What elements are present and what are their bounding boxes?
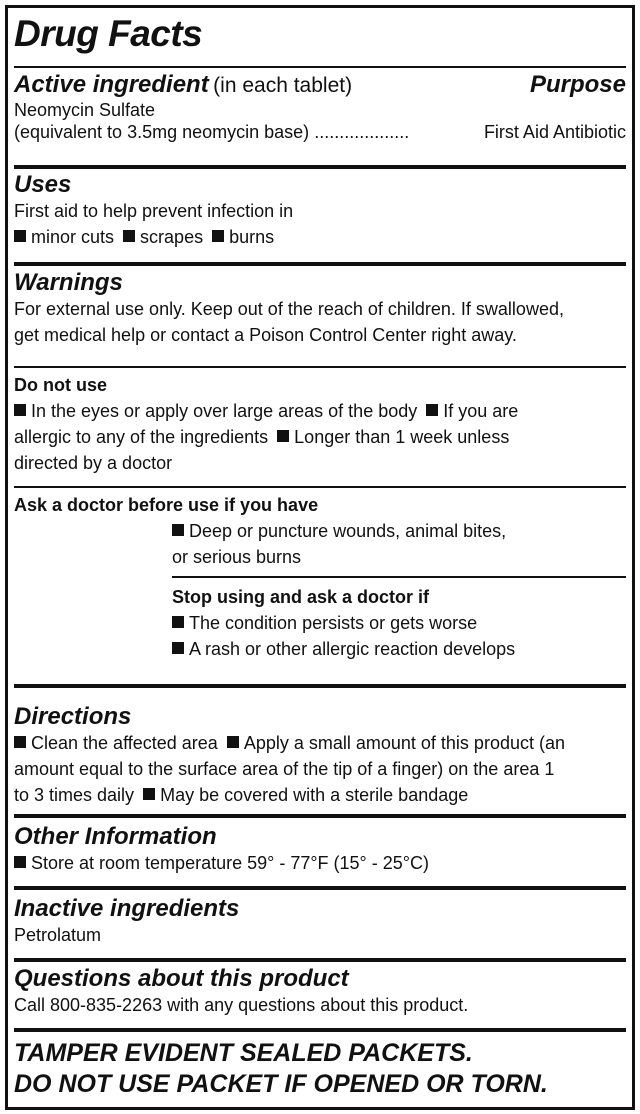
rule-before-ask-doctor — [14, 486, 626, 488]
uses-section — [14, 172, 626, 250]
inactive-ingredients-text: Petrolatum — [14, 925, 102, 945]
ingredient-detail: (equivalent to 3.5mg neomycin base) — [14, 122, 310, 142]
title-rule — [14, 66, 626, 68]
uses-item: scrapes — [140, 227, 204, 247]
active-ingredient-heading: Active ingredient — [14, 71, 209, 98]
bullet-icon — [14, 404, 26, 416]
rule-after-inactive — [14, 958, 626, 962]
bullet-icon — [14, 736, 26, 748]
stop-using-section — [14, 584, 626, 662]
bullet-icon — [212, 230, 224, 242]
rule-before-stop-using — [172, 576, 626, 578]
other-information-heading: Other Information — [14, 823, 217, 850]
other-information-item: Store at room temperature 59° - 77°F (15° - 25°C) — [31, 853, 429, 873]
questions-heading: Questions about this product — [14, 965, 349, 992]
bullet-icon — [277, 430, 289, 442]
ask-doctor-section — [14, 492, 626, 570]
purpose-heading: Purpose — [529, 71, 626, 98]
inactive-ingredients-section — [14, 896, 626, 948]
directions-item: Clean the affected area — [31, 733, 218, 753]
do-not-use-item: Longer than 1 week unless — [294, 427, 510, 447]
stop-using-heading: Stop using and ask a doctor if — [172, 587, 430, 607]
questions-text: Call 800-835-2263 with any questions about this product. — [14, 995, 469, 1015]
ask-doctor-item: Deep or puncture wounds, animal bites, — [189, 521, 507, 541]
bullet-icon — [172, 524, 184, 536]
directions-item: May be covered with a sterile bandage — [160, 785, 469, 805]
uses-item: minor cuts — [31, 227, 115, 247]
warnings-line-1: For external use only. Keep out of the reach of children. If swallowed, — [14, 299, 564, 319]
uses-intro: First aid to help prevent infection in — [14, 201, 294, 221]
ingredient-leader: ................... — [314, 122, 410, 142]
tamper-warning — [14, 1038, 626, 1100]
questions-section — [14, 966, 626, 1018]
do-not-use-item: If you are — [443, 401, 519, 421]
do-not-use-item: directed by a doctor — [14, 453, 173, 473]
ingredient-purpose: First Aid Antibiotic — [483, 122, 626, 142]
ingredient-name: Neomycin Sulfate — [14, 100, 156, 120]
warnings-line-2: get medical help or contact a Poison Control Center right away. — [14, 325, 517, 345]
ask-doctor-item: or serious burns — [172, 547, 302, 567]
directions-section — [14, 704, 626, 808]
drug-facts-panel — [5, 5, 635, 1110]
do-not-use-item: In the eyes or apply over large areas of the body — [31, 401, 418, 421]
bullet-icon — [123, 230, 135, 242]
stop-using-item: The condition persists or gets worse — [189, 613, 478, 633]
rule-before-footer — [14, 1028, 626, 1032]
uses-heading: Uses — [14, 171, 72, 198]
bullet-icon — [14, 856, 26, 868]
rule-after-directions — [14, 814, 626, 818]
do-not-use-heading: Do not use — [14, 375, 107, 395]
bullet-icon — [172, 616, 184, 628]
tamper-warning-line-1: TAMPER EVIDENT SEALED PACKETS. — [14, 1039, 473, 1067]
uses-item: burns — [229, 227, 275, 247]
ask-doctor-heading: Ask a doctor before use if you have — [14, 495, 319, 515]
bullet-icon — [172, 642, 184, 654]
active-ingredient-note: (in each tablet) — [213, 74, 353, 97]
stop-using-item: A rash or other allergic reaction develops — [189, 639, 516, 659]
rule-after-warnings — [14, 684, 626, 688]
bullet-icon — [143, 788, 155, 800]
directions-line: to 3 times daily — [14, 785, 135, 805]
drug-facts-title: Drug Facts — [14, 13, 203, 54]
other-information-section — [14, 824, 626, 876]
do-not-use-item: allergic to any of the ingredients — [14, 427, 269, 447]
directions-item: Apply a small amount of this product (an — [243, 733, 565, 753]
warnings-heading: Warnings — [14, 269, 123, 296]
warnings-section — [14, 270, 626, 348]
active-ingredient-section — [14, 72, 626, 143]
bullet-icon — [14, 230, 26, 242]
tamper-warning-line-2: DO NOT USE PACKET IF OPENED OR TORN. — [14, 1070, 548, 1098]
rule-after-uses — [14, 262, 626, 266]
uses-items — [14, 224, 626, 250]
bullet-icon — [227, 736, 239, 748]
rule-before-do-not-use — [14, 366, 626, 368]
rule-after-other — [14, 886, 626, 890]
rule-after-active — [14, 165, 626, 169]
do-not-use-section — [14, 372, 626, 476]
bullet-icon — [426, 404, 438, 416]
directions-heading: Directions — [14, 703, 132, 730]
inactive-ingredients-heading: Inactive ingredients — [14, 895, 240, 922]
directions-line: amount equal to the surface area of the tip of a finger) on the area 1 — [14, 759, 555, 779]
